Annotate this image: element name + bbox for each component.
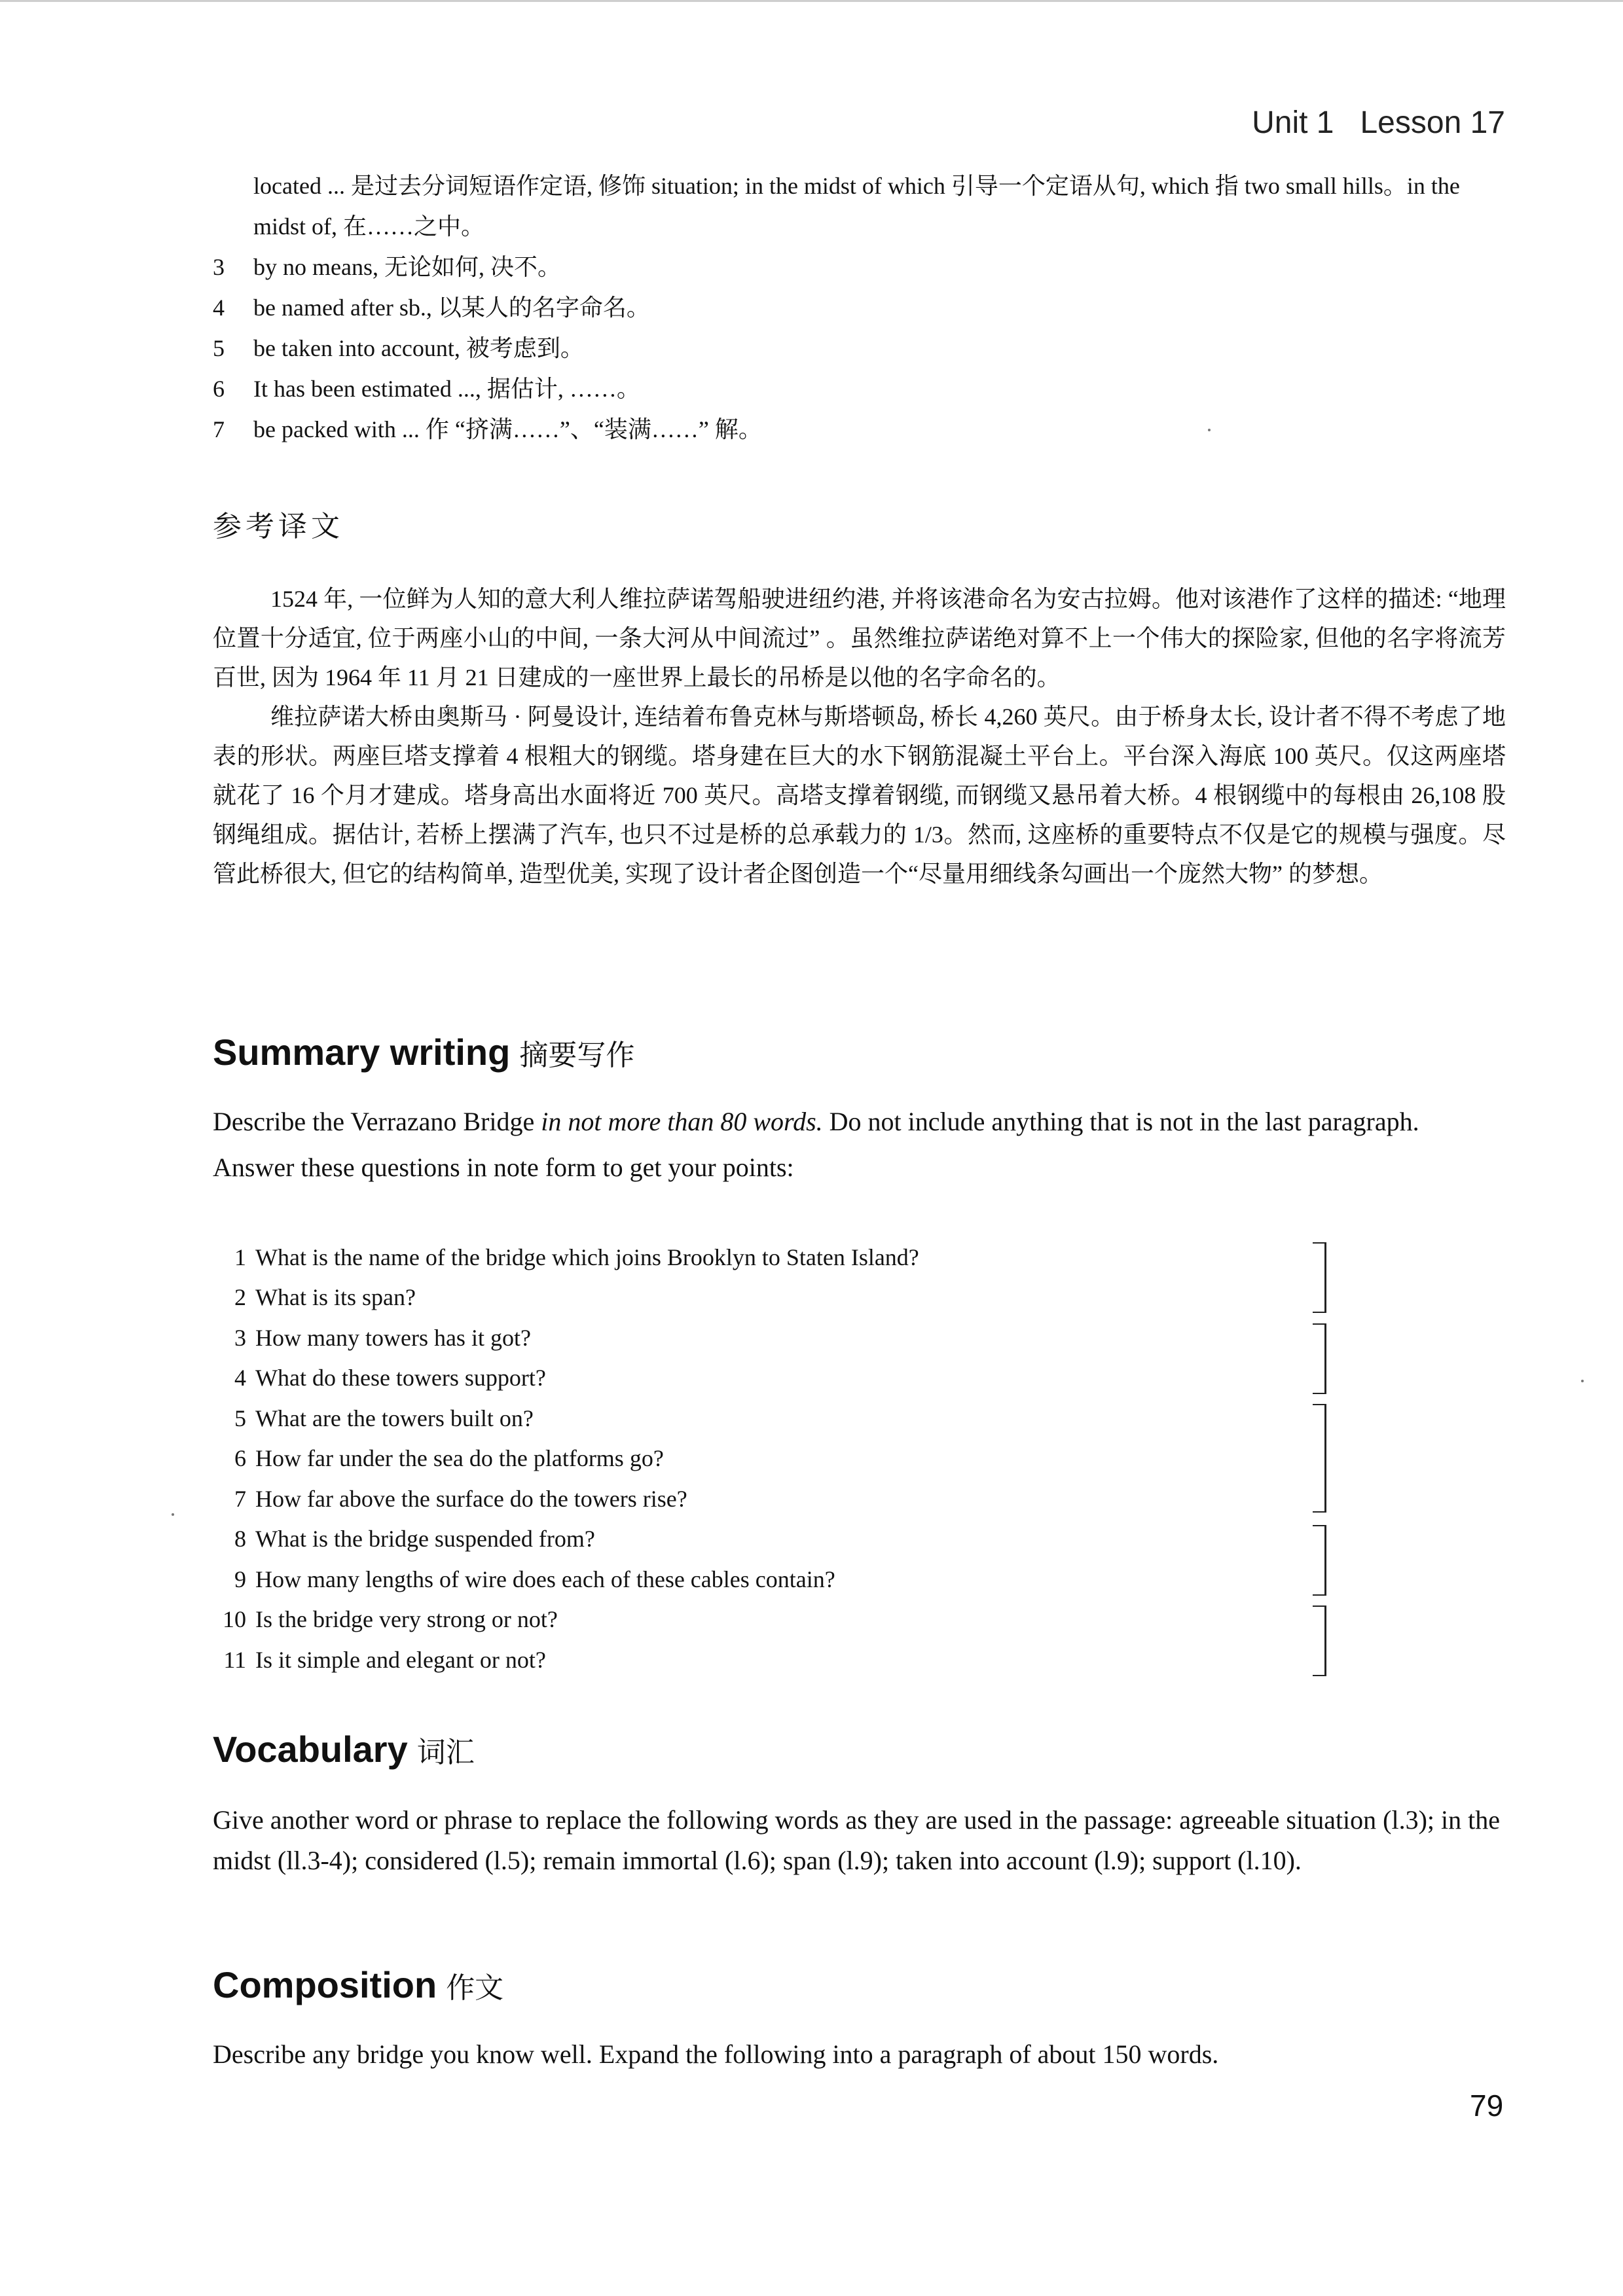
note-item (213, 287, 1506, 328)
translation-paragraph: 1524 年, 一位鲜为人知的意大利人维拉萨诺驾船驶进纽约港, 并将该港命名为安古拉姆。他对该港作了这样的描述: “地理位置十分适宜, 位于两座小山的中间, 一条大河从中间流过” 。虽然维拉萨诺绝对算不上一个伟大的探险家, 但他的名字将流芳百世, 因为 1964 年 11 月 21 日建成的一座世界上最长的吊桥是以他的名字命名的。 (213, 586, 1506, 691)
instruction-emphasis: in not more than 80 words. (541, 1107, 823, 1136)
summary-title: Summary writing (213, 1031, 511, 1073)
page-number: 79 (1470, 2089, 1504, 2123)
vocabulary-paragraph: Give another word or phrase to replace the following words as they are used in the passage: agreeable situation (l.3); in the midst (ll.3-4); considered (l.5); remain immortal (l.6); span (l.9); taken into account (l.9); support (l.10). (213, 1805, 1501, 1875)
question-item (213, 1519, 1195, 1560)
composition-title-cn: 作文 (446, 1971, 504, 2005)
composition-heading (213, 1964, 503, 2006)
translation-paragraph: 维拉萨诺大桥由奥斯马 · 阿曼设计, 连结着布鲁克林与斯塔顿岛, 桥长 4,260 英尺。由于桥身太长, 设计者不得不考虑了地表的形状。两座巨塔支撑着 4 根粗大的钢缆。塔身建在巨大的水下钢筋混凝土平台上。平台深入海底 100 英尺。仅这两座塔就花了 16 个月才建成。塔身高出水面将近 700 英尺。高塔支撑着钢缆, 而钢缆又悬吊着大桥。4 根钢缆中的每根由 26,108 股钢绳组成。据估计, 若桥上摆满了汽车, 也只不过是桥的总承载力的 1/3。然而, 这座桥的重要特点不仅是它的规模与强度。尽管此桥很大, 但它的结构简单, 造型优美, 实现了设计者企图创造一个“尽量用细线条勾画出一个庞然大物” 的梦想。 (213, 704, 1506, 887)
note-item (213, 328, 1506, 368)
question-number: 7 (234, 1485, 246, 1512)
vocabulary-heading (213, 1728, 475, 1770)
scan-speck (1581, 1380, 1584, 1382)
question-item (213, 1439, 1195, 1479)
vocabulary-title: Vocabulary (213, 1729, 408, 1770)
vocabulary-title-cn: 词汇 (416, 1736, 475, 1769)
vocabulary-text (213, 1800, 1506, 1881)
note-number: 3 (213, 254, 225, 280)
composition-text (213, 2034, 1506, 2075)
note-number: 7 (213, 416, 225, 442)
question-number: 2 (234, 1284, 246, 1311)
question-text: How far under the sea do the platforms go? (255, 1445, 664, 1472)
question-number: 6 (234, 1445, 246, 1472)
question-item (213, 1479, 1195, 1519)
composition-title: Composition (213, 1964, 437, 2005)
instruction-suffix: Do not include anything that is not in the last paragraph. (822, 1107, 1419, 1136)
question-item (213, 1237, 1195, 1278)
question-item (213, 1600, 1195, 1640)
note-item (213, 409, 1506, 450)
question-text: What do these towers support? (255, 1365, 546, 1391)
translation-heading: 参考译文 (213, 511, 344, 543)
question-text: How many towers has it got? (255, 1324, 531, 1351)
questions-intro: Answer these questions in note form to get your points: (213, 1153, 794, 1182)
question-number: 9 (234, 1566, 246, 1592)
instruction-prefix: Describe the Verrazano Bridge (213, 1107, 541, 1136)
summary-instructions (213, 1102, 1506, 1188)
note-text: by no means, 无论如何, 决不。 (253, 254, 561, 280)
note-continuation: located ... 是过去分词短语作定语, 修饰 situation; in the midst of which 引导一个定语从句, which 指 two small hills。in the midst of, 在……之中。 (253, 173, 1460, 240)
question-text: What is its span? (255, 1284, 416, 1311)
top-rule (0, 0, 1623, 2)
summary-title-cn: 摘要写作 (519, 1039, 635, 1072)
question-text: How many lengths of wire does each of these cables contain? (255, 1566, 835, 1592)
note-number: 4 (213, 295, 225, 321)
unit-label: Unit 1 (1252, 105, 1334, 140)
group-bracket (1313, 1242, 1326, 1313)
question-text: What are the towers built on? (255, 1405, 534, 1431)
question-number: 10 (223, 1606, 246, 1633)
summary-instruction (213, 1102, 1506, 1142)
question-list (213, 1237, 1195, 1680)
question-number: 11 (223, 1646, 246, 1673)
translation-body (213, 579, 1506, 893)
scan-speck (172, 1513, 174, 1516)
note-text: It has been estimated ..., 据估计, ……。 (253, 376, 640, 402)
question-text: How far above the surface do the towers rise? (255, 1485, 687, 1512)
note-number: 6 (213, 376, 225, 402)
lesson-label: Lesson 17 (1360, 105, 1505, 140)
question-number: 4 (234, 1365, 246, 1391)
question-item (213, 1640, 1195, 1680)
question-text: Is it simple and elegant or not? (255, 1646, 546, 1673)
note-item (213, 247, 1506, 287)
question-item (213, 1398, 1195, 1439)
page-header (1252, 105, 1505, 141)
question-number: 3 (234, 1324, 246, 1351)
question-text: What is the name of the bridge which joins Brooklyn to Staten Island? (255, 1244, 919, 1270)
question-item (213, 1559, 1195, 1600)
note-number: 5 (213, 335, 225, 361)
question-item (213, 1318, 1195, 1358)
question-text: Is the bridge very strong or not? (255, 1606, 558, 1633)
question-number: 1 (234, 1244, 246, 1270)
note-item (213, 368, 1506, 409)
group-bracket (1313, 1404, 1326, 1513)
question-text: What is the bridge suspended from? (255, 1526, 595, 1552)
notes-section (213, 166, 1506, 450)
note-text: be packed with ... 作 “挤满……”、“装满……” 解。 (253, 416, 762, 442)
summary-heading (213, 1031, 634, 1073)
note-text: be named after sb., 以某人的名字命名。 (253, 295, 650, 321)
note-text: be taken into account, 被考虑到。 (253, 335, 584, 361)
group-bracket (1313, 1525, 1326, 1596)
question-number: 8 (234, 1526, 246, 1552)
scan-speck (1208, 429, 1211, 431)
group-bracket (1313, 1323, 1326, 1394)
question-number: 5 (234, 1405, 246, 1431)
composition-paragraph: Describe any bridge you know well. Expand the following into a paragraph of about 150 words. (213, 2039, 1219, 2069)
question-item (213, 1278, 1195, 1318)
group-bracket (1313, 1605, 1326, 1676)
question-item (213, 1358, 1195, 1399)
